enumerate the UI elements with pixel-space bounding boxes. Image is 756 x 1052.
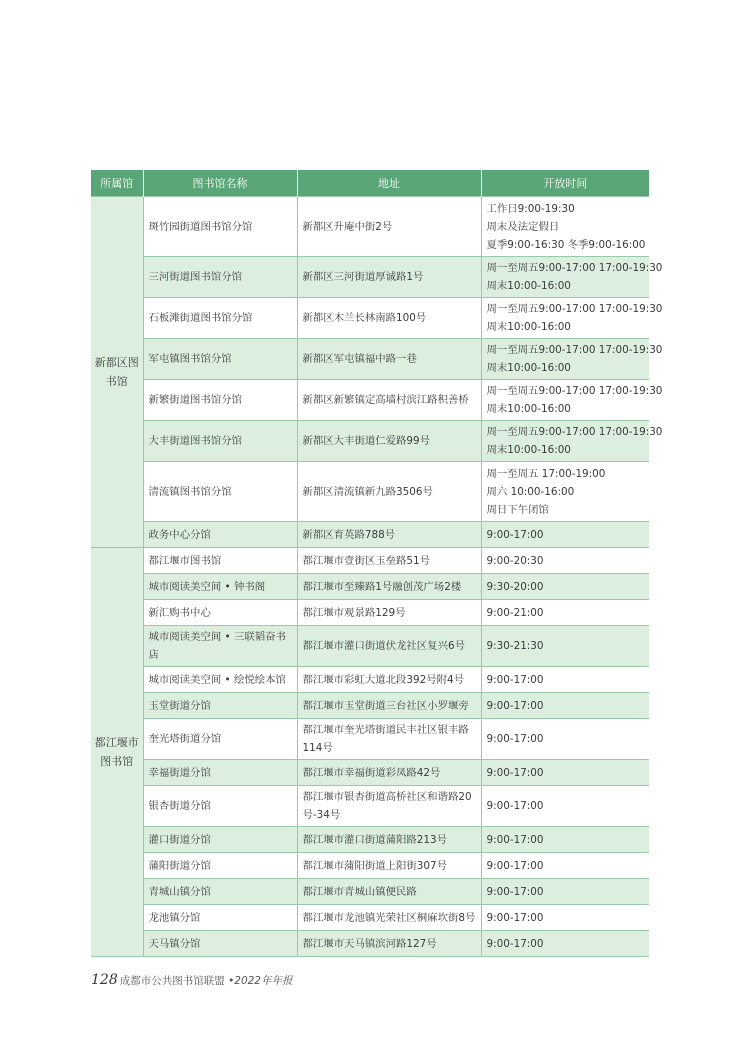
opening-hours-line: 周末10:00-16:00: [486, 403, 571, 415]
address-cell: 都江堰市青城山镇便民路: [297, 879, 481, 905]
opening-hours-line: 9:00-17:00: [486, 885, 544, 898]
district-name: 都江堰市图书馆: [94, 736, 139, 768]
opening-hours-line: 周一至周五9:00-17:00 17:00-19:30: [486, 303, 663, 315]
table-row: [91, 574, 649, 600]
address-cell: 都江堰市奎光塔街道民丰社区银丰路114号: [297, 719, 481, 760]
library-name-cell: 奎光塔街道分馆: [143, 719, 297, 760]
address-cell: 都江堰市银杏街道高桥社区和谐路20号-34号: [297, 786, 481, 827]
table-row: [91, 421, 649, 462]
address-cell: 都江堰市灌口街道伏龙社区复兴6号: [297, 626, 481, 667]
opening-hours-line: 夏季9:00-16:30 冬季9:00-16:00: [486, 238, 646, 251]
table-row: [91, 931, 649, 957]
table-header-row: [91, 170, 649, 197]
opening-hours-cell: [481, 298, 663, 339]
table-row: [91, 853, 649, 879]
library-name-cell: 玉堂街道分馆: [143, 693, 297, 719]
address-cell: 新都区新繁镇定高墙村滨江路积善桥: [297, 380, 481, 421]
opening-hours-cell: [481, 827, 649, 853]
opening-hours-line: 9:00-17:00: [486, 859, 544, 872]
opening-hours-cell: [481, 760, 649, 786]
table-row: [91, 827, 649, 853]
opening-hours-cell: [481, 879, 649, 905]
opening-hours-line: 周末及法定假日: [486, 220, 560, 233]
opening-hours-line: 9:00-17:00: [486, 833, 544, 846]
opening-hours-line: 周末10:00-16:00: [486, 280, 571, 292]
library-name-cell: 三河街道图书馆分馆: [143, 257, 297, 298]
opening-hours-cell: [481, 339, 663, 380]
district-cell: [91, 548, 143, 957]
library-name-cell: 灌口街道分馆: [143, 827, 297, 853]
opening-hours-line: 9:00-20:30: [486, 554, 544, 567]
address-cell: 都江堰市观景路129号: [297, 600, 481, 626]
table-row: [91, 760, 649, 786]
table-row: [91, 380, 649, 421]
opening-hours-cell: [481, 667, 649, 693]
table-row: [91, 905, 649, 931]
opening-hours-line: 周一至周五 17:00-19:00: [486, 467, 606, 480]
opening-hours-line: 9:00-17:00: [486, 766, 544, 779]
opening-hours-cell: [481, 693, 649, 719]
library-name-cell: 都江堰市图书馆: [143, 548, 297, 574]
address-cell: 都江堰市彩虹大道北段392号附4号: [297, 667, 481, 693]
opening-hours-cell: [481, 574, 649, 600]
table-row: [91, 522, 649, 548]
address-cell: 新都区三河街道厚诚路1号: [297, 257, 481, 298]
district-cell: [91, 197, 143, 548]
table-row: [91, 339, 649, 380]
opening-hours-cell: [481, 626, 649, 667]
opening-hours-cell: [481, 905, 649, 931]
library-name-cell: 石板滩街道图书馆分馆: [143, 298, 297, 339]
opening-hours-line: 周一至周五9:00-17:00 17:00-19:30: [486, 385, 663, 397]
table-row: [91, 693, 649, 719]
address-cell: 新都区升庵中街2号: [297, 197, 481, 257]
opening-hours-line: 周日下午闭馆: [486, 503, 549, 516]
header-address: 地址: [297, 170, 481, 197]
address-cell: 新都区大丰街道仁爱路99号: [297, 421, 481, 462]
library-name-cell: 城市阅读美空间 • 绘悦绘本馆: [143, 667, 297, 693]
opening-hours-cell: [481, 931, 649, 957]
table-row: [91, 719, 649, 760]
opening-hours-line: 周一至周五9:00-17:00 17:00-19:30: [486, 344, 663, 356]
library-name-cell: 青城山镇分馆: [143, 879, 297, 905]
address-cell: 都江堰市玉堂街道三台社区小罗堰旁: [297, 693, 481, 719]
opening-hours-cell: [481, 197, 649, 257]
table-row: [91, 600, 649, 626]
library-name-cell: 军屯镇图书馆分馆: [143, 339, 297, 380]
opening-hours-line: 9:30-20:00: [486, 580, 544, 593]
header-district: 所属馆: [91, 170, 143, 197]
opening-hours-line: 周末10:00-16:00: [486, 444, 571, 456]
opening-hours-cell: [481, 421, 663, 462]
library-name-cell: 城市阅读美空间 • 钟书阁: [143, 574, 297, 600]
address-cell: 新都区木兰长林南路100号: [297, 298, 481, 339]
opening-hours-line: 周末10:00-16:00: [486, 321, 571, 333]
table-row: [91, 257, 649, 298]
address-cell: 都江堰市蒲阳街道上阳街307号: [297, 853, 481, 879]
table-row: [91, 879, 649, 905]
opening-hours-line: 周一至周五9:00-17:00 17:00-19:30: [486, 426, 663, 438]
table-row: [91, 197, 649, 257]
address-cell: 都江堰市壹街区玉垒路51号: [297, 548, 481, 574]
page-number: 128: [91, 972, 118, 988]
table-row: [91, 462, 649, 522]
address-cell: 都江堰市幸福街道彩凤路42号: [297, 760, 481, 786]
opening-hours-line: 工作日9:00-19:30: [486, 202, 575, 215]
opening-hours-cell: [481, 380, 663, 421]
opening-hours-line: 9:00-17:00: [486, 937, 544, 950]
opening-hours-line: 9:00-17:00: [486, 800, 544, 812]
library-name-cell: 蒲阳街道分馆: [143, 853, 297, 879]
library-name-cell: 政务中心分馆: [143, 522, 297, 548]
address-cell: 新都区清流镇新九路3506号: [297, 462, 481, 522]
library-name-cell: 银杏街道分馆: [143, 786, 297, 827]
opening-hours-cell: [481, 600, 649, 626]
library-name-cell: 天马镇分馆: [143, 931, 297, 957]
opening-hours-cell: [481, 853, 649, 879]
opening-hours-cell: [481, 462, 649, 522]
library-name-cell: 龙池镇分馆: [143, 905, 297, 931]
opening-hours-line: 9:00-17:00: [486, 528, 544, 541]
opening-hours-cell: [481, 786, 649, 827]
page-footer: [91, 972, 293, 988]
opening-hours-line: 9:00-17:00: [486, 673, 544, 686]
opening-hours-cell: [481, 548, 649, 574]
opening-hours-cell: [481, 257, 663, 298]
library-name-cell: 城市阅读美空间 • 三联韬奋书店: [143, 626, 297, 667]
library-name-cell: 大丰街道图书馆分馆: [143, 421, 297, 462]
address-cell: 新都区军屯镇福中路一巷: [297, 339, 481, 380]
table-row: [91, 667, 649, 693]
opening-hours-line: 周末10:00-16:00: [486, 362, 571, 374]
address-cell: 新都区育英路788号: [297, 522, 481, 548]
publication-title: 成都市公共图书馆联盟 •: [119, 975, 235, 987]
report-title: 2022年年报: [234, 975, 293, 987]
address-cell: 都江堰市至臻路1号融创茂广场2楼: [297, 574, 481, 600]
table-row: [91, 626, 649, 667]
opening-hours-cell: [481, 522, 649, 548]
library-name-cell: 清流镇图书馆分馆: [143, 462, 297, 522]
address-cell: 都江堰市天马镇滨河路127号: [297, 931, 481, 957]
opening-hours-line: 9:30-21:30: [486, 640, 544, 652]
opening-hours-line: 9:00-17:00: [486, 733, 544, 745]
library-name-cell: 新繁街道图书馆分馆: [143, 380, 297, 421]
table-row: [91, 548, 649, 574]
table-row: [91, 786, 649, 827]
opening-hours-line: 9:00-21:00: [486, 606, 544, 619]
library-name-cell: 新汇购书中心: [143, 600, 297, 626]
header-library-name: 图书馆名称: [143, 170, 297, 197]
opening-hours-line: 9:00-17:00: [486, 911, 544, 924]
opening-hours-line: 周六 10:00-16:00: [486, 485, 575, 498]
address-cell: 都江堰市灌口街道蒲阳路213号: [297, 827, 481, 853]
table-body: [91, 197, 663, 957]
address-cell: 都江堰市龙池镇光荣社区桐麻坎街8号: [297, 905, 481, 931]
table-row: [91, 298, 649, 339]
library-name-cell: 斑竹园街道图书馆分馆: [143, 197, 297, 257]
district-name: 新都区图书馆: [94, 356, 139, 388]
header-opening-hours: 开放时间: [481, 170, 649, 197]
opening-hours-line: 周一至周五9:00-17:00 17:00-19:30: [486, 262, 663, 274]
library-table: [91, 170, 663, 957]
library-name-cell: 幸福街道分馆: [143, 760, 297, 786]
opening-hours-line: 9:00-17:00: [486, 699, 544, 712]
opening-hours-cell: [481, 719, 649, 760]
